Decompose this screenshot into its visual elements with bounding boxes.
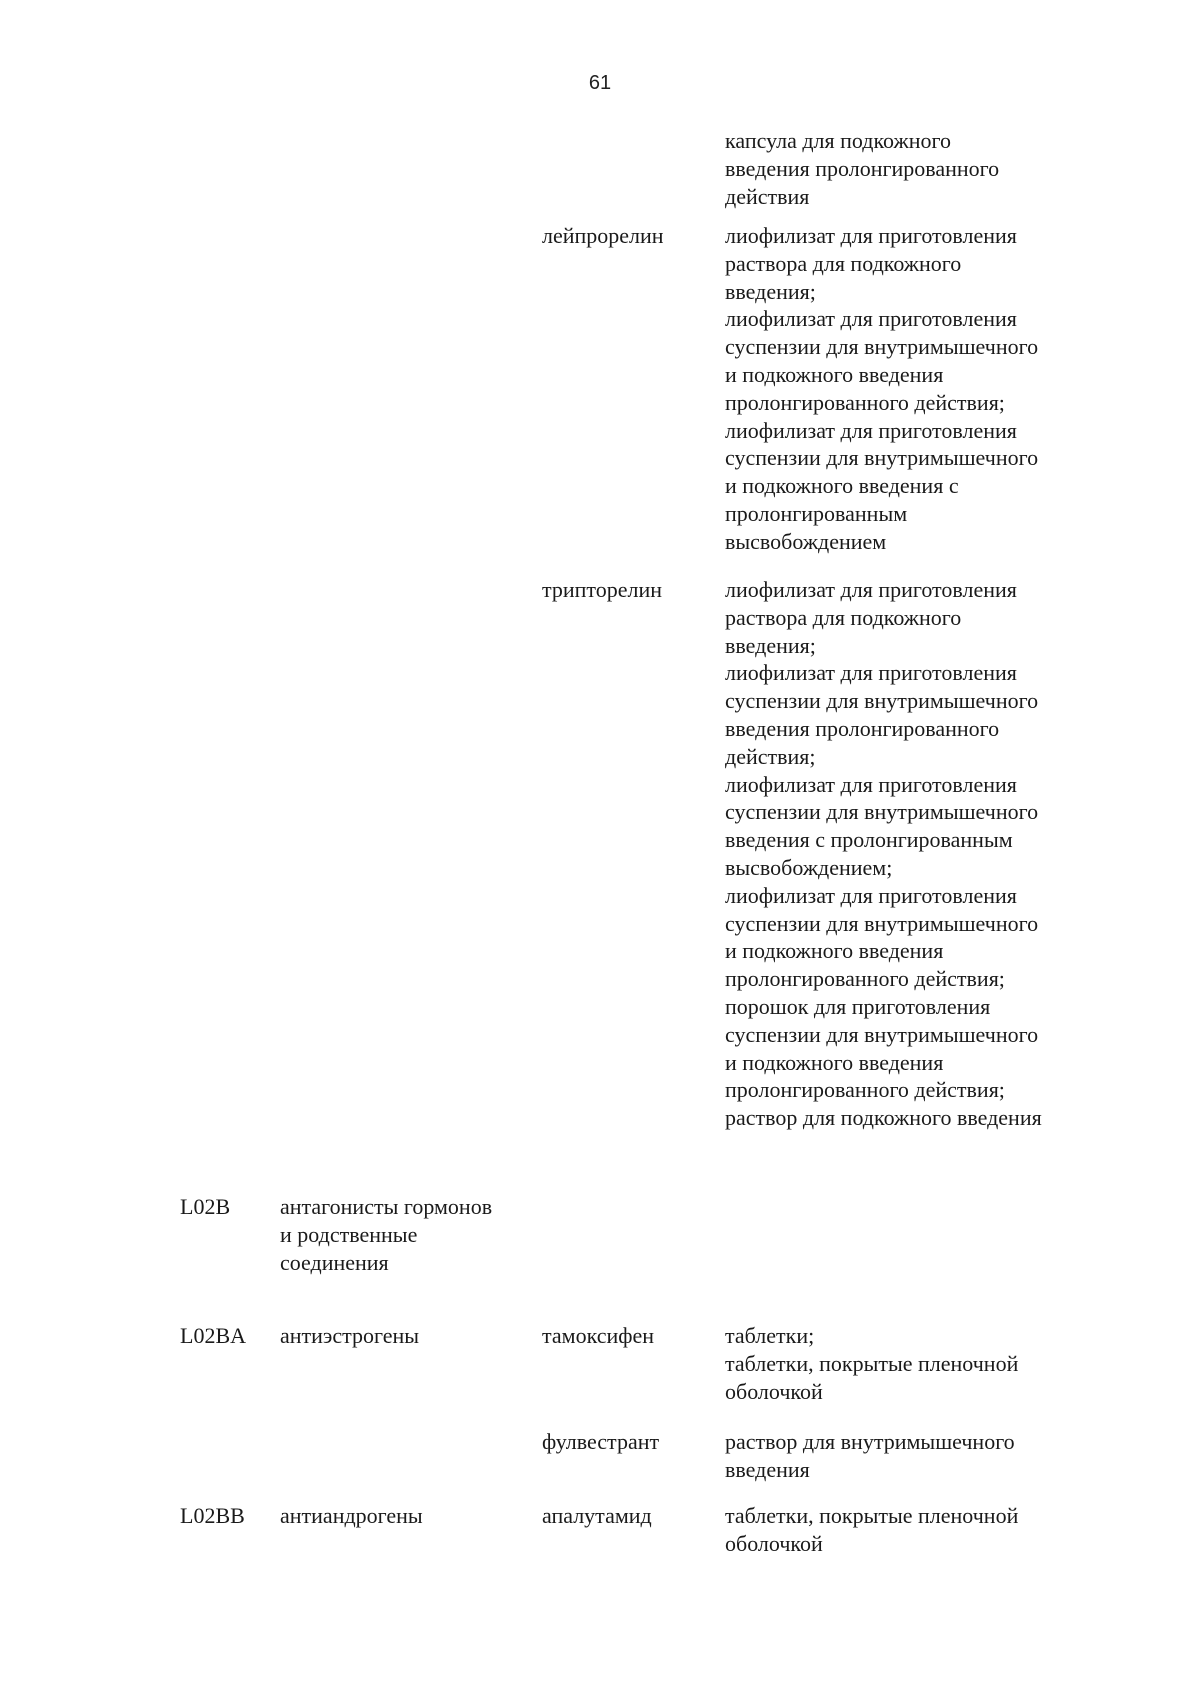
anatomical-group: антиэстрогены bbox=[280, 1323, 420, 1348]
drug-name: трипторелин bbox=[542, 577, 663, 602]
atc-code: L02BB bbox=[180, 1503, 245, 1528]
drug-name: тамоксифен bbox=[542, 1323, 655, 1348]
dosage-forms: таблетки, покрытые пленочной оболочкой bbox=[725, 1503, 1019, 1556]
anatomical-group: антагонисты гормонов и родственные соединения bbox=[280, 1194, 493, 1275]
dosage-forms: таблетки; таблетки, покрытые пленочной оболочкой bbox=[725, 1323, 1019, 1404]
drug-name: фулвестрант bbox=[542, 1429, 660, 1454]
dosage-forms: капсула для подкожного введения пролонгированного действия bbox=[725, 128, 1000, 209]
anatomical-group: антиандрогены bbox=[280, 1503, 423, 1528]
dosage-forms: раствор для внутримышечного введения bbox=[725, 1429, 1015, 1482]
atc-code: L02BA bbox=[180, 1323, 246, 1348]
dosage-forms: лиофилизат для приготовления раствора для подкожного введения; лиофилизат для приготовления суспензии для внутримышечного введения пролонгированного действия; лиофилизат для приготовления суспензии для внутримышечного введения с пролонгированным высвобождением; лиофилизат для приготовления суспензии для внутримышечного и подкожного введения пролонгированного действия; порошок для приготовления суспензии для внутримышечного и подкожного введения пролонгированного действия; раствор для подкожного введения bbox=[725, 577, 1042, 1131]
page-number: 61 bbox=[588, 72, 612, 94]
atc-code: L02B bbox=[180, 1194, 231, 1219]
dosage-forms: лиофилизат для приготовления раствора для подкожного введения; лиофилизат для приготовления суспензии для внутримышечного и подкожного введения пролонгированного действия; лиофилизат для приготовления суспензии для внутримышечного и подкожного введения с пролонгированным высвобождением bbox=[725, 223, 1039, 554]
drug-name: апалутамид bbox=[542, 1503, 652, 1528]
drug-name: лейпрорелин bbox=[542, 223, 664, 248]
